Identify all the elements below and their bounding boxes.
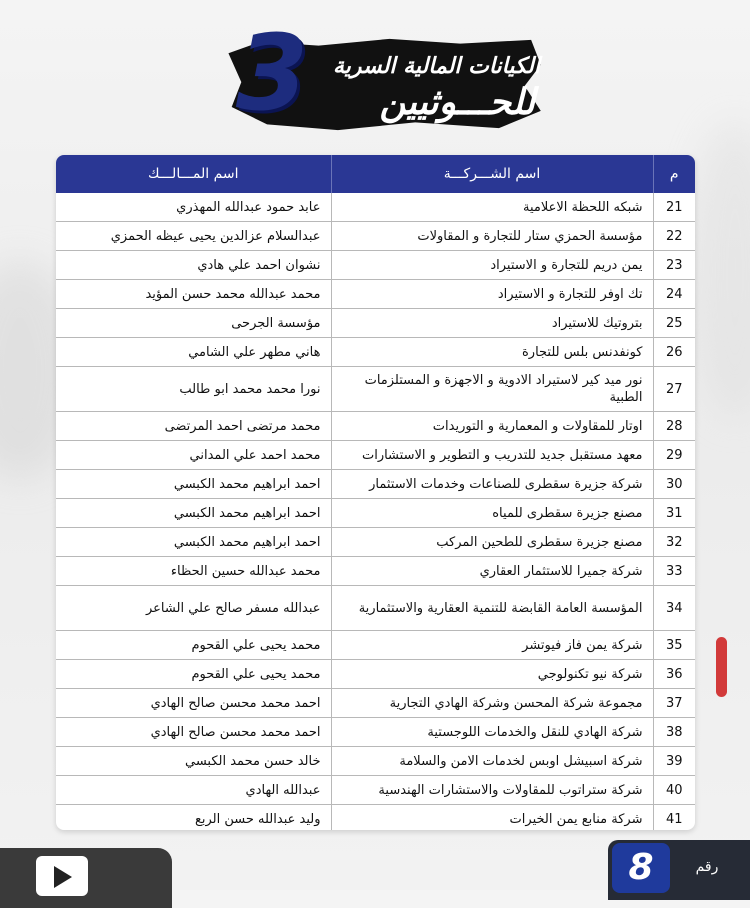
row-number: 23 <box>653 251 695 280</box>
table-row <box>56 586 695 631</box>
row-number: 25 <box>653 309 695 338</box>
table-row <box>56 528 695 557</box>
owner-name: احمد ابراهيم محمد الكبسي <box>56 470 331 499</box>
company-name: نور ميد كير لاستيراد الادوية و الاجهزة و المستلزمات الطبية <box>331 367 653 412</box>
company-name: المؤسسة العامة القابضة للتنمية العقارية والاستثمارية <box>331 586 653 631</box>
table-row <box>56 441 695 470</box>
company-name: مؤسسة الحمزي ستار للتجارة و المقاولات <box>331 222 653 251</box>
owner-name: عبدالله الهادي <box>56 776 331 805</box>
company-name: شركة منابع يمن الخيرات <box>331 805 653 831</box>
row-number: 39 <box>653 747 695 776</box>
row-number: 34 <box>653 586 695 631</box>
row-number: 29 <box>653 441 695 470</box>
owner-name: احمد ابراهيم محمد الكبسي <box>56 499 331 528</box>
table-row <box>56 338 695 367</box>
row-number: 28 <box>653 412 695 441</box>
table-row <box>56 747 695 776</box>
table-row <box>56 631 695 660</box>
table-row <box>56 660 695 689</box>
owner-name: احمد ابراهيم محمد الكبسي <box>56 528 331 557</box>
row-number: 21 <box>653 193 695 222</box>
company-name: شركة ستراتوب للمقاولات والاستشارات الهندسية <box>331 776 653 805</box>
company-name: اوتار للمقاولات و المعمارية و التوريدات <box>331 412 653 441</box>
company-name: شبكه اللحظة الاعلامية <box>331 193 653 222</box>
company-name: مصنع جزيرة سقطرى للطحين المركب <box>331 528 653 557</box>
owner-name: محمد عبدالله محمد حسن المؤيد <box>56 280 331 309</box>
row-number: 37 <box>653 689 695 718</box>
table-row <box>56 557 695 586</box>
play-icon[interactable] <box>54 866 72 888</box>
company-name: شركة جزيرة سقطرى للصناعات وخدمات الاستثمار <box>331 470 653 499</box>
row-number: 35 <box>653 631 695 660</box>
owner-name: عابد حمود عبدالله المهذري <box>56 193 331 222</box>
table-header-row <box>56 155 695 193</box>
row-number: 22 <box>653 222 695 251</box>
table-row <box>56 776 695 805</box>
table-row <box>56 718 695 747</box>
row-number: 36 <box>653 660 695 689</box>
header-title-line2: للحـــوثيين <box>379 82 535 123</box>
owner-name: احمد محمد محسن صالح الهادي <box>56 718 331 747</box>
entities-table <box>56 155 695 830</box>
row-number: 27 <box>653 367 695 412</box>
row-number: 26 <box>653 338 695 367</box>
company-name: مجموعة شركة المحسن وشركة الهادي التجارية <box>331 689 653 718</box>
table-row <box>56 251 695 280</box>
column-header-number: م <box>653 155 695 193</box>
company-name: شركة اسبيشل اوبس لخدمات الامن والسلامة <box>331 747 653 776</box>
owner-name: محمد مرتضى احمد المرتضى <box>56 412 331 441</box>
scroll-indicator[interactable] <box>716 637 727 697</box>
row-number: 38 <box>653 718 695 747</box>
owner-name: خالد حسن محمد الكبسي <box>56 747 331 776</box>
page-number: 8 <box>612 843 670 893</box>
row-number: 41 <box>653 805 695 831</box>
owner-name: محمد عبدالله حسين الحظاء <box>56 557 331 586</box>
table-row <box>56 470 695 499</box>
row-number: 33 <box>653 557 695 586</box>
row-number: 31 <box>653 499 695 528</box>
company-name: شركة الهادي للنقل والخدمات اللوجستية <box>331 718 653 747</box>
row-number: 40 <box>653 776 695 805</box>
row-number: 30 <box>653 470 695 499</box>
owner-name: هاني مطهر علي الشامي <box>56 338 331 367</box>
company-name: معهد مستقبل جديد للتدريب و التطوير و الاستشارات <box>331 441 653 470</box>
owner-name: عبدالسلام عزالدين يحيى عيظه الحمزي <box>56 222 331 251</box>
table-row <box>56 193 695 222</box>
owner-name: عبدالله مسفر صالح علي الشاعر <box>56 586 331 631</box>
row-number: 24 <box>653 280 695 309</box>
table-row <box>56 805 695 831</box>
company-name: كونفدنس بلس للتجارة <box>331 338 653 367</box>
owner-name: نورا محمد محمد ابو طالب <box>56 367 331 412</box>
table-row <box>56 499 695 528</box>
company-name: مصنع جزيرة سقطرى للمياه <box>331 499 653 528</box>
owner-name: محمد يحيى علي القحوم <box>56 631 331 660</box>
company-name: شركة يمن فاز فيوتشر <box>331 631 653 660</box>
owner-name: مؤسسة الجرحى <box>56 309 331 338</box>
table-row <box>56 412 695 441</box>
row-number: 32 <box>653 528 695 557</box>
header-number: 3 <box>235 12 309 134</box>
owner-name: نشوان احمد علي هادي <box>56 251 331 280</box>
company-name: يمن دريم للتجارة و الاستيراد <box>331 251 653 280</box>
page-number-label: رقم <box>695 859 719 875</box>
table-row <box>56 222 695 251</box>
column-header-company: اسم الشـــركـــة <box>331 155 653 193</box>
owner-name: احمد محمد محسن صالح الهادي <box>56 689 331 718</box>
owner-name: وليد عبدالله حسن الربع <box>56 805 331 831</box>
table-row <box>56 309 695 338</box>
company-name: شركة جميرا للاستثمار العقاري <box>331 557 653 586</box>
owner-name: محمد يحيى علي القحوم <box>56 660 331 689</box>
company-name: بتروتيك للاستيراد <box>331 309 653 338</box>
owner-name: محمد احمد علي المداني <box>56 441 331 470</box>
company-name: تك اوفر للتجارة و الاستيراد <box>331 280 653 309</box>
background-shade <box>690 120 750 420</box>
column-header-owner: اسم المـــالـــك <box>56 155 331 193</box>
table-row <box>56 367 695 412</box>
company-name: شركة نيو تكنولوجي <box>331 660 653 689</box>
header-title-line1: الكيانات المالية السرية <box>332 54 540 79</box>
table-row <box>56 689 695 718</box>
table-row <box>56 280 695 309</box>
